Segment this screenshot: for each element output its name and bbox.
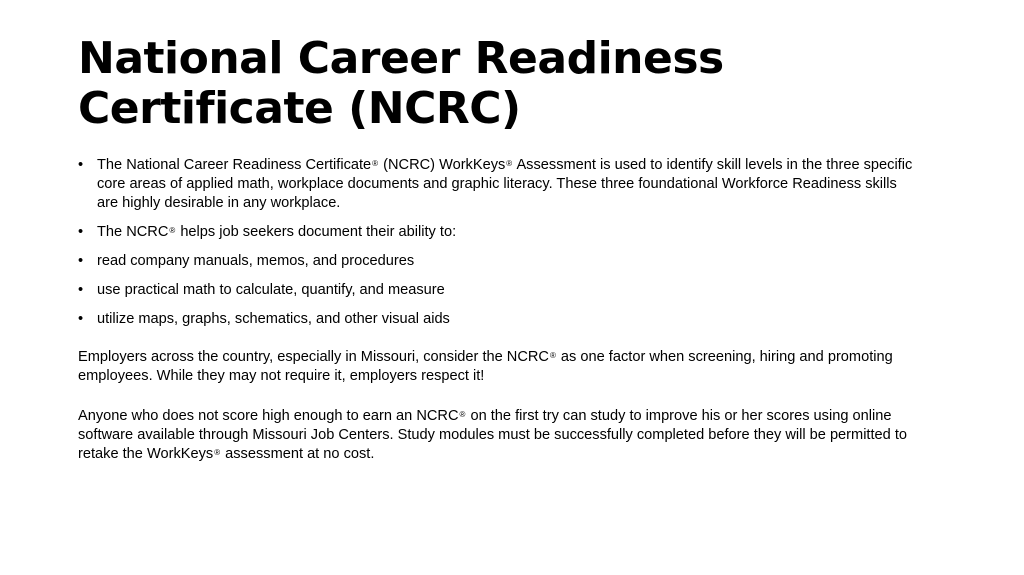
- paragraph-text: on the first try can study to improve his or her scores using online software available through Missouri Job Centers. Study modules must be successfully completed before they will be permitted to retake the WorkKeys: [78, 408, 908, 462]
- registered-mark: ®: [169, 226, 176, 235]
- bullet-icon: •: [78, 224, 84, 240]
- registered-mark: ®: [372, 159, 379, 168]
- bullet-text: use practical math to calculate, quantify, and measure: [97, 282, 445, 298]
- bullet-text: The NCRC: [97, 224, 169, 240]
- paragraph-text: assessment at no cost.: [221, 446, 375, 462]
- registered-mark: ®: [214, 448, 221, 457]
- bullet-text: The National Career Readiness Certificate: [97, 157, 372, 173]
- list-item: [78, 252, 918, 271]
- bullet-text: (NCRC) WorkKeys: [379, 157, 506, 173]
- bullet-icon: •: [78, 311, 84, 327]
- list-item: [78, 223, 918, 242]
- bullet-text: read company manuals, memos, and procedures: [97, 253, 415, 269]
- registered-mark: ®: [459, 410, 466, 419]
- bullet-icon: •: [78, 282, 84, 298]
- bullet-text: helps job seekers document their ability to:: [176, 224, 457, 240]
- paragraph-text: Anyone who does not score high enough to earn an NCRC: [78, 408, 459, 424]
- bullet-icon: •: [78, 157, 84, 173]
- list-item: [78, 156, 918, 213]
- registered-mark: ®: [506, 159, 513, 168]
- bullet-list: [78, 156, 918, 329]
- slide-body: [78, 156, 918, 464]
- bullet-icon: •: [78, 253, 84, 269]
- slide-title: National Career Readiness Certificate (NCRC): [78, 33, 724, 134]
- list-item: [78, 310, 918, 329]
- bullet-text: utilize maps, graphs, schematics, and other visual aids: [97, 311, 450, 327]
- registered-mark: ®: [549, 351, 556, 360]
- paragraph-text: Employers across the country, especially in Missouri, consider the NCRC: [78, 349, 549, 365]
- employers-paragraph: [78, 348, 918, 386]
- list-item: [78, 281, 918, 300]
- paragraph-text: as one factor when screening, hiring and promoting employees. While they may not require it, employers respect it!: [78, 349, 893, 384]
- bullet-text: Assessment is used to identify skill levels in the three specific core areas of applied math, workplace documents and graphic literacy. These three foundational Workforce Readiness skills are highly desirable in any workplace.: [97, 157, 913, 211]
- retake-paragraph: [78, 407, 918, 464]
